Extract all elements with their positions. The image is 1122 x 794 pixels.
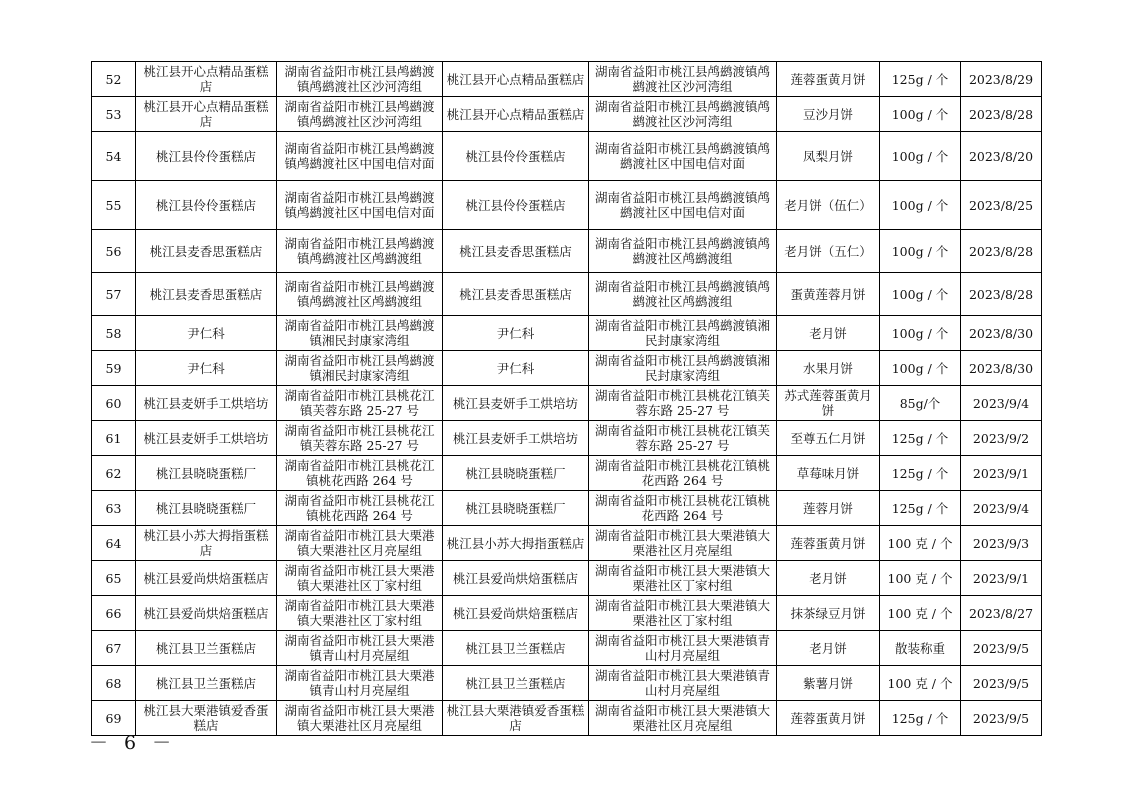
- specification-cell: 100g / 个: [880, 230, 961, 273]
- seller-address-cell: 湖南省益阳市桃江县桃花江镇芙蓉东路 25-27 号: [589, 421, 777, 456]
- product-name-cell: 草莓味月饼: [777, 456, 880, 491]
- production-date-cell: 2023/8/28: [961, 97, 1042, 132]
- product-name-cell: 至尊五仁月饼: [777, 421, 880, 456]
- producer-address-cell: 湖南省益阳市桃江县鸬鹚渡镇鸬鹚渡社区中国电信对面: [277, 181, 443, 230]
- producer-address-cell: 湖南省益阳市桃江县大栗港镇大栗港社区丁家村组: [277, 561, 443, 596]
- production-date-cell: 2023/8/28: [961, 230, 1042, 273]
- row-number-cell: 60: [92, 386, 136, 421]
- product-name-cell: 苏式莲蓉蛋黄月饼: [777, 386, 880, 421]
- seller-name-cell: 桃江县伶伶蛋糕店: [443, 132, 589, 181]
- producer-address-cell: 湖南省益阳市桃江县桃花江镇芙蓉东路 25-27 号: [277, 421, 443, 456]
- production-date-cell: 2023/9/1: [961, 561, 1042, 596]
- seller-name-cell: 桃江县开心点精品蛋糕店: [443, 97, 589, 132]
- seller-name-cell: 桃江县卫兰蛋糕店: [443, 666, 589, 701]
- production-date-cell: 2023/8/30: [961, 316, 1042, 351]
- table-row: [92, 273, 1042, 316]
- seller-name-cell: 尹仁科: [443, 351, 589, 386]
- table-row: [92, 596, 1042, 631]
- producer-name-cell: 尹仁科: [136, 316, 277, 351]
- producer-name-cell: 桃江县麦香思蛋糕店: [136, 230, 277, 273]
- product-name-cell: 紫薯月饼: [777, 666, 880, 701]
- specification-cell: 125g / 个: [880, 491, 961, 526]
- producer-address-cell: 湖南省益阳市桃江县大栗港镇大栗港社区月亮屋组: [277, 526, 443, 561]
- seller-address-cell: 湖南省益阳市桃江县鸬鹚渡镇湘民封康家湾组: [589, 351, 777, 386]
- product-name-cell: 莲蓉蛋黄月饼: [777, 701, 880, 736]
- inspection-table-container: [91, 61, 1041, 736]
- producer-name-cell: 桃江县开心点精品蛋糕店: [136, 97, 277, 132]
- seller-name-cell: 桃江县卫兰蛋糕店: [443, 631, 589, 666]
- seller-address-cell: 湖南省益阳市桃江县桃花江镇桃花西路 264 号: [589, 456, 777, 491]
- seller-address-cell: 湖南省益阳市桃江县大栗港镇大栗港社区丁家村组: [589, 561, 777, 596]
- product-name-cell: 莲蓉蛋黄月饼: [777, 62, 880, 97]
- row-number-cell: 63: [92, 491, 136, 526]
- production-date-cell: 2023/8/25: [961, 181, 1042, 230]
- producer-address-cell: 湖南省益阳市桃江县鸬鹚渡镇鸬鹚渡社区沙河湾组: [277, 97, 443, 132]
- production-date-cell: 2023/8/20: [961, 132, 1042, 181]
- producer-address-cell: 湖南省益阳市桃江县鸬鹚渡镇鸬鹚渡社区鸬鹚渡组: [277, 273, 443, 316]
- production-date-cell: 2023/9/3: [961, 526, 1042, 561]
- seller-address-cell: 湖南省益阳市桃江县桃花江镇芙蓉东路 25-27 号: [589, 386, 777, 421]
- table-row: [92, 526, 1042, 561]
- table-body: [92, 62, 1042, 736]
- table-row: [92, 316, 1042, 351]
- producer-name-cell: 桃江县开心点精品蛋糕店: [136, 62, 277, 97]
- production-date-cell: 2023/8/27: [961, 596, 1042, 631]
- row-number-cell: 62: [92, 456, 136, 491]
- row-number-cell: 55: [92, 181, 136, 230]
- table-row: [92, 62, 1042, 97]
- producer-name-cell: 桃江县爱尚烘焙蛋糕店: [136, 561, 277, 596]
- seller-name-cell: 桃江县麦妍手工烘培坊: [443, 421, 589, 456]
- seller-address-cell: 湖南省益阳市桃江县鸬鹚渡镇鸬鹚渡社区中国电信对面: [589, 132, 777, 181]
- seller-address-cell: 湖南省益阳市桃江县大栗港镇大栗港社区月亮屋组: [589, 701, 777, 736]
- specification-cell: 125g / 个: [880, 421, 961, 456]
- row-number-cell: 59: [92, 351, 136, 386]
- table-row: [92, 351, 1042, 386]
- specification-cell: 100 克 / 个: [880, 596, 961, 631]
- specification-cell: 100 克 / 个: [880, 561, 961, 596]
- producer-name-cell: 桃江县小苏大拇指蛋糕店: [136, 526, 277, 561]
- seller-name-cell: 桃江县伶伶蛋糕店: [443, 181, 589, 230]
- seller-name-cell: 桃江县小苏大拇指蛋糕店: [443, 526, 589, 561]
- producer-name-cell: 桃江县伶伶蛋糕店: [136, 132, 277, 181]
- producer-address-cell: 湖南省益阳市桃江县大栗港镇大栗港社区丁家村组: [277, 596, 443, 631]
- specification-cell: 125g / 个: [880, 456, 961, 491]
- seller-address-cell: 湖南省益阳市桃江县鸬鹚渡镇鸬鹚渡社区鸬鹚渡组: [589, 230, 777, 273]
- row-number-cell: 56: [92, 230, 136, 273]
- table-row: [92, 421, 1042, 456]
- production-date-cell: 2023/8/30: [961, 351, 1042, 386]
- row-number-cell: 64: [92, 526, 136, 561]
- producer-address-cell: 湖南省益阳市桃江县桃花江镇芙蓉东路 25-27 号: [277, 386, 443, 421]
- inspection-table: [91, 61, 1042, 736]
- production-date-cell: 2023/9/5: [961, 666, 1042, 701]
- specification-cell: 100g / 个: [880, 316, 961, 351]
- product-name-cell: 老月饼（伍仁）: [777, 181, 880, 230]
- producer-address-cell: 湖南省益阳市桃江县桃花江镇桃花西路 264 号: [277, 456, 443, 491]
- row-number-cell: 58: [92, 316, 136, 351]
- row-number-cell: 52: [92, 62, 136, 97]
- seller-name-cell: 桃江县大栗港镇爱香蛋糕店: [443, 701, 589, 736]
- production-date-cell: 2023/9/4: [961, 386, 1042, 421]
- producer-name-cell: 桃江县麦香思蛋糕店: [136, 273, 277, 316]
- product-name-cell: 抹茶绿豆月饼: [777, 596, 880, 631]
- specification-cell: 100g / 个: [880, 273, 961, 316]
- product-name-cell: 老月饼（五仁）: [777, 230, 880, 273]
- production-date-cell: 2023/9/2: [961, 421, 1042, 456]
- specification-cell: 散装称重: [880, 631, 961, 666]
- producer-address-cell: 湖南省益阳市桃江县鸬鹚渡镇湘民封康家湾组: [277, 316, 443, 351]
- seller-name-cell: 桃江县麦香思蛋糕店: [443, 273, 589, 316]
- table-row: [92, 97, 1042, 132]
- row-number-cell: 68: [92, 666, 136, 701]
- seller-name-cell: 桃江县开心点精品蛋糕店: [443, 62, 589, 97]
- product-name-cell: 莲蓉蛋黄月饼: [777, 526, 880, 561]
- specification-cell: 100 克 / 个: [880, 666, 961, 701]
- specification-cell: 100g / 个: [880, 97, 961, 132]
- producer-name-cell: 桃江县爱尚烘焙蛋糕店: [136, 596, 277, 631]
- product-name-cell: 老月饼: [777, 561, 880, 596]
- seller-name-cell: 桃江县爱尚烘焙蛋糕店: [443, 596, 589, 631]
- product-name-cell: 莲蓉月饼: [777, 491, 880, 526]
- product-name-cell: 豆沙月饼: [777, 97, 880, 132]
- producer-address-cell: 湖南省益阳市桃江县大栗港镇青山村月亮屋组: [277, 666, 443, 701]
- seller-name-cell: 桃江县麦妍手工烘培坊: [443, 386, 589, 421]
- row-number-cell: 66: [92, 596, 136, 631]
- seller-address-cell: 湖南省益阳市桃江县鸬鹚渡镇鸬鹚渡社区鸬鹚渡组: [589, 273, 777, 316]
- producer-name-cell: 桃江县麦妍手工烘培坊: [136, 421, 277, 456]
- seller-name-cell: 桃江县晓晓蛋糕厂: [443, 456, 589, 491]
- table-row: [92, 386, 1042, 421]
- production-date-cell: 2023/8/28: [961, 273, 1042, 316]
- producer-name-cell: 桃江县卫兰蛋糕店: [136, 631, 277, 666]
- seller-name-cell: 尹仁科: [443, 316, 589, 351]
- row-number-cell: 65: [92, 561, 136, 596]
- table-row: [92, 701, 1042, 736]
- specification-cell: 125g / 个: [880, 701, 961, 736]
- seller-name-cell: 桃江县晓晓蛋糕厂: [443, 491, 589, 526]
- table-row: [92, 491, 1042, 526]
- specification-cell: 125g / 个: [880, 62, 961, 97]
- producer-name-cell: 桃江县伶伶蛋糕店: [136, 181, 277, 230]
- producer-name-cell: 桃江县晓晓蛋糕厂: [136, 456, 277, 491]
- producer-address-cell: 湖南省益阳市桃江县大栗港镇青山村月亮屋组: [277, 631, 443, 666]
- specification-cell: 85g/个: [880, 386, 961, 421]
- product-name-cell: 老月饼: [777, 631, 880, 666]
- table-row: [92, 132, 1042, 181]
- table-row: [92, 561, 1042, 596]
- specification-cell: 100g / 个: [880, 132, 961, 181]
- production-date-cell: 2023/9/4: [961, 491, 1042, 526]
- seller-address-cell: 湖南省益阳市桃江县桃花江镇桃花西路 264 号: [589, 491, 777, 526]
- production-date-cell: 2023/8/29: [961, 62, 1042, 97]
- producer-address-cell: 湖南省益阳市桃江县大栗港镇大栗港社区月亮屋组: [277, 701, 443, 736]
- row-number-cell: 57: [92, 273, 136, 316]
- producer-address-cell: 湖南省益阳市桃江县鸬鹚渡镇湘民封康家湾组: [277, 351, 443, 386]
- product-name-cell: 蛋黄莲蓉月饼: [777, 273, 880, 316]
- seller-address-cell: 湖南省益阳市桃江县大栗港镇大栗港社区丁家村组: [589, 596, 777, 631]
- production-date-cell: 2023/9/5: [961, 631, 1042, 666]
- producer-name-cell: 桃江县大栗港镇爱香蛋糕店: [136, 701, 277, 736]
- seller-address-cell: 湖南省益阳市桃江县大栗港镇青山村月亮屋组: [589, 666, 777, 701]
- specification-cell: 100g / 个: [880, 181, 961, 230]
- seller-address-cell: 湖南省益阳市桃江县大栗港镇青山村月亮屋组: [589, 631, 777, 666]
- producer-name-cell: 桃江县卫兰蛋糕店: [136, 666, 277, 701]
- row-number-cell: 61: [92, 421, 136, 456]
- page-number: － 6 －: [89, 732, 177, 754]
- seller-address-cell: 湖南省益阳市桃江县鸬鹚渡镇湘民封康家湾组: [589, 316, 777, 351]
- producer-address-cell: 湖南省益阳市桃江县桃花江镇桃花西路 264 号: [277, 491, 443, 526]
- specification-cell: 100g / 个: [880, 351, 961, 386]
- seller-name-cell: 桃江县麦香思蛋糕店: [443, 230, 589, 273]
- producer-name-cell: 桃江县麦妍手工烘培坊: [136, 386, 277, 421]
- producer-name-cell: 桃江县晓晓蛋糕厂: [136, 491, 277, 526]
- table-row: [92, 230, 1042, 273]
- row-number-cell: 54: [92, 132, 136, 181]
- production-date-cell: 2023/9/5: [961, 701, 1042, 736]
- table-row: [92, 181, 1042, 230]
- producer-address-cell: 湖南省益阳市桃江县鸬鹚渡镇鸬鹚渡社区鸬鹚渡组: [277, 230, 443, 273]
- table-row: [92, 631, 1042, 666]
- production-date-cell: 2023/9/1: [961, 456, 1042, 491]
- row-number-cell: 69: [92, 701, 136, 736]
- row-number-cell: 67: [92, 631, 136, 666]
- producer-address-cell: 湖南省益阳市桃江县鸬鹚渡镇鸬鹚渡社区中国电信对面: [277, 132, 443, 181]
- product-name-cell: 水果月饼: [777, 351, 880, 386]
- table-row: [92, 456, 1042, 491]
- product-name-cell: 老月饼: [777, 316, 880, 351]
- producer-address-cell: 湖南省益阳市桃江县鸬鹚渡镇鸬鹚渡社区沙河湾组: [277, 62, 443, 97]
- row-number-cell: 53: [92, 97, 136, 132]
- producer-name-cell: 尹仁科: [136, 351, 277, 386]
- table-row: [92, 666, 1042, 701]
- seller-address-cell: 湖南省益阳市桃江县大栗港镇大栗港社区月亮屋组: [589, 526, 777, 561]
- seller-address-cell: 湖南省益阳市桃江县鸬鹚渡镇鸬鹚渡社区沙河湾组: [589, 62, 777, 97]
- seller-address-cell: 湖南省益阳市桃江县鸬鹚渡镇鸬鹚渡社区沙河湾组: [589, 97, 777, 132]
- specification-cell: 100 克 / 个: [880, 526, 961, 561]
- seller-name-cell: 桃江县爱尚烘焙蛋糕店: [443, 561, 589, 596]
- product-name-cell: 凤梨月饼: [777, 132, 880, 181]
- seller-address-cell: 湖南省益阳市桃江县鸬鹚渡镇鸬鹚渡社区中国电信对面: [589, 181, 777, 230]
